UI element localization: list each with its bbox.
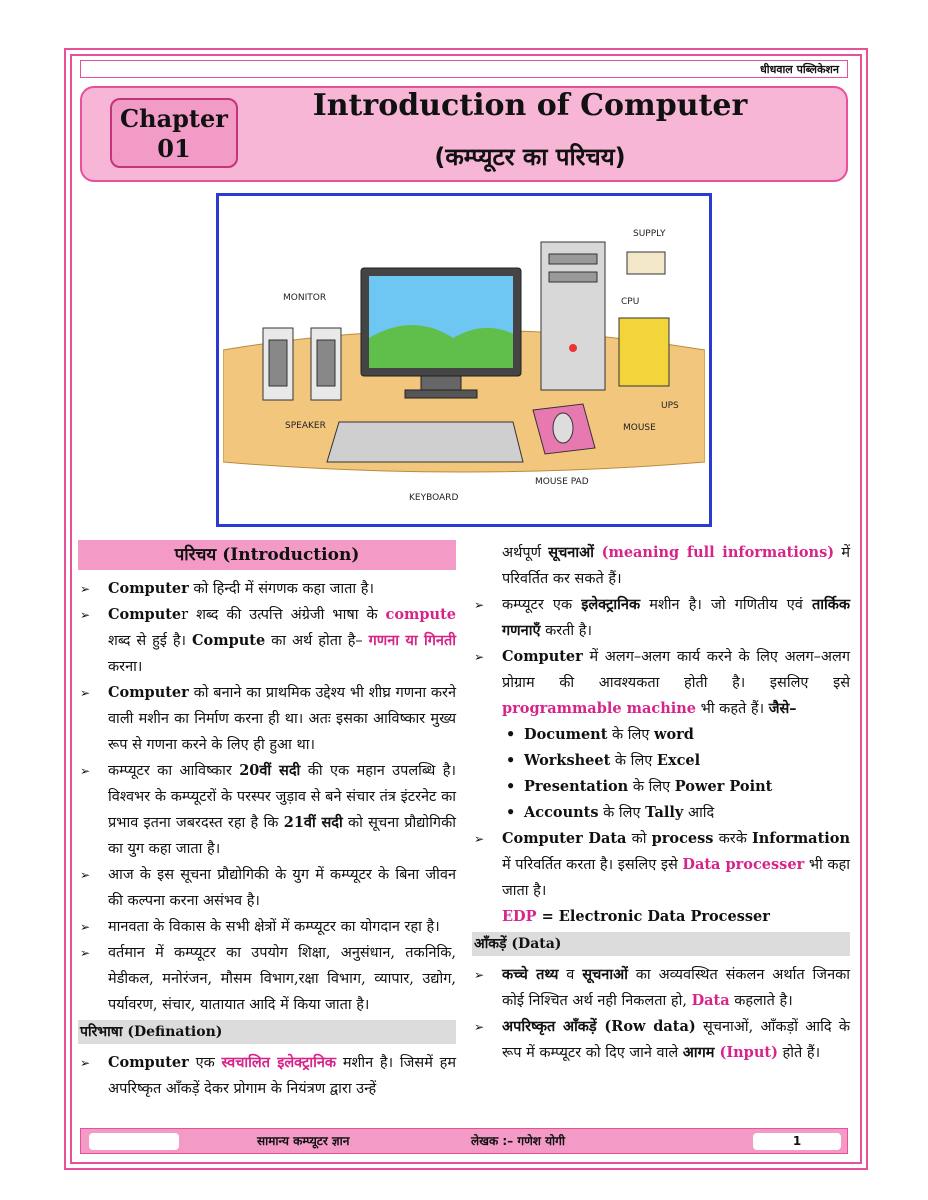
list-item: ➢ Computer में अलग–अलग कार्य करने के लिए अलग–अलग प्रोग्राम की आवश्यकता होती है। इसलिए इसे programmable machine भी कहते हैं। जैसे– — [472, 644, 850, 722]
definition-heading: परिभाषा (Defination) — [78, 1020, 456, 1044]
chapter-box — [110, 98, 238, 168]
list-item: ➢ Computer एक स्वचालित इलेक्ट्रानिक मशीन है। जिसमें हम अपरिष्कृत आँकड़ें देकर प्रोगाम के नियंत्रण द्वारा उन्हें — [78, 1050, 456, 1102]
label-cpu: CPU — [621, 297, 640, 307]
mouse-icon — [553, 413, 573, 443]
continued-text: अर्थपूर्ण सूचनाओं (meaning full informations) में परिवर्तित कर सकते हैं। — [502, 544, 850, 587]
list-item: ➢ कच्चे तथ्य व सूचनाओं का अव्यवस्थित संकलन अर्थात जिनका कोई निश्चित अर्थ नही निकलता हो, Data कहलाते है। — [472, 962, 850, 1014]
footer-author: लेखक :– गणेश योगी — [471, 1134, 566, 1148]
list-item: ➢ Computer को हिन्दी में संगणक कहा जाता है। — [78, 576, 456, 602]
keyboard-icon — [327, 422, 523, 462]
list-item: ➢ Computer Data को process करके Information में परिवर्तित करता है। इसलिए इसे Data processer भी कहा जाता है। — [472, 826, 850, 904]
introduction-heading: परिचय (Introduction) — [78, 540, 456, 570]
ups-icon — [619, 318, 669, 386]
example-item: • Presentation के लिए Power Point — [472, 774, 850, 800]
example-item: • Worksheet के लिए Excel — [472, 748, 850, 774]
label-speaker: SPEAKER — [285, 421, 326, 431]
list-item: ➢ वर्तमान में कम्प्यूटर का उपयोग शिक्षा, अनुसंधान, तकनिकि, मेडीकल, मनोरंजन, मौसम विभाग,रक्षा विभाग, व्यापार, उद्योग, पर्यावरण, संचार, यातायात आदि में किया जाता है। — [78, 940, 456, 1018]
page-subtitle: (कम्प्यूटर का परिचय) — [434, 143, 626, 171]
list-item: ➢ Computer को बनाने का प्राथमिक उद्देश्य भी शीघ्र गणना करने वाली मशीन का निर्माण करना ही था। अतः इसका आविष्कार मुख्य रूप से गणना करने के लिए ही हुआ था। — [78, 680, 456, 758]
chapter-label: Chapter — [120, 104, 228, 133]
list-item: ➢ Computer शब्द की उत्पत्ति अंग्रेजी भाषा के compute शब्द से हुई है। Compute का अर्थ होता है– गणना या गिनती करना। — [78, 602, 456, 680]
edp-line: EDP = Electronic Data Processer — [502, 908, 770, 925]
example-item: • Document के लिए word — [472, 722, 850, 748]
footer-blank-box — [89, 1133, 179, 1150]
page-number: 1 — [753, 1133, 841, 1150]
list-item: ➢ मानवता के विकास के सभी क्षेत्रों में कम्प्यूटर का योगदान रहा है। — [78, 914, 456, 940]
footer-subject: सामान्य कम्प्यूटर ज्ञान — [257, 1134, 350, 1148]
label-keyboard: KEYBOARD — [409, 493, 459, 503]
list-item: ➢ कम्प्यूटर का आविष्कार 20वीं सदी की एक महान उपलब्धि है। विश्वभर के कम्प्यूटरों के परस्पर जुड़ाव से बने संचार तंत्र इंटरनेट का प्रभाव इतना जबरदस्त रहा है कि 21वीं सदी को सूचना प्रौद्योगिकी का युग कहा जाता है। — [78, 758, 456, 862]
left-column — [78, 540, 456, 1102]
list-item: ➢ आज के इस सूचना प्रौद्योगिकी के युग में कम्प्यूटर के बिना जीवन की कल्पना करना असंभव है। — [78, 862, 456, 914]
label-ups: UPS — [661, 401, 679, 411]
power-supply-icon — [627, 252, 665, 274]
label-supply: SUPPLY — [633, 229, 666, 239]
computer-drawing — [223, 200, 705, 520]
page-footer — [80, 1128, 848, 1154]
example-item: • Accounts के लिए Tally आदि — [472, 800, 850, 826]
label-mouse: MOUSE — [623, 423, 656, 433]
page-title: Introduction of Computer — [312, 88, 748, 123]
label-monitor: MONITOR — [283, 293, 327, 303]
list-item: ➢ कम्प्यूटर एक इलेक्ट्रानिक मशीन है। जो गणितीय एवं तार्किक गणनाएँ करती है। — [472, 592, 850, 644]
publisher-name: धीधवाल पब्लिकेशन — [759, 63, 839, 76]
list-item: ➢ अपरिष्कृत आँकड़ें (Row data) सूचनाओं, आँकड़ों आदि के रूप में कम्प्यूटर को दिए जाने वाले आगम (Input) होते हैं। — [472, 1014, 850, 1066]
data-heading: आँकड़ें (Data) — [472, 932, 850, 956]
label-mouse-pad: MOUSE PAD — [535, 477, 589, 487]
chapter-number: 01 — [157, 134, 191, 163]
publisher-bar — [80, 60, 848, 78]
right-column — [472, 540, 850, 1066]
computer-illustration — [216, 193, 712, 527]
